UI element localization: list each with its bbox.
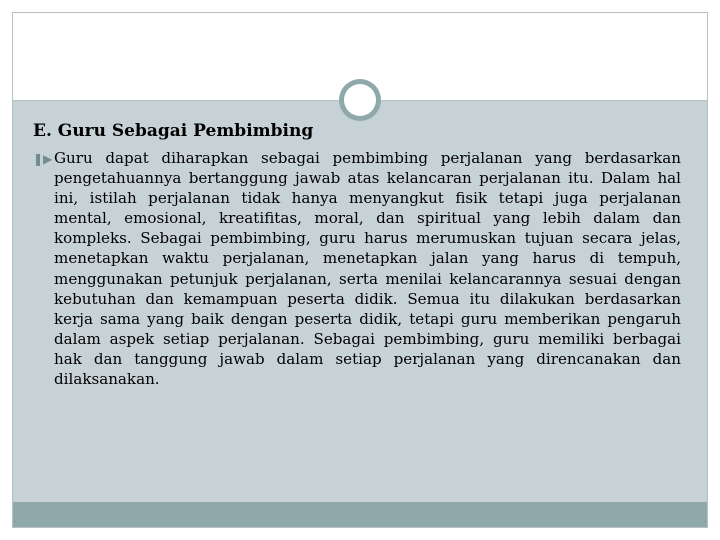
bullet-paragraph: Guru dapat diharapkan sebagai pembimbing perjalanan yang berdasarkan pengetahuannya bertanggung jawab atas kelancaran perjalanan itu. Dalam hal ini, istilah perjalanan tidak hanya menyangkut fisik tetapi juga perjalanan mental, emosional, kreatifitas, moral, dan spiritual yang lebih dalam dan kompleks. Sebagai pembimbing, guru harus merumuskan tujuan secara jelas, menetapkan waktu perjalanan, menetapkan jalan yang harus di tempuh, menggunakan petunjuk perjalanan, serta menilai kelancarannya sesuai dengan kebutuhan dan kemampuan peserta didik. Semua itu dilakukan berdasarkan kerja sama yang baik dengan peserta didik, tetapi guru memberikan pengaruh dalam aspek setiap perjalanan. Sebagai pembimbing, guru memiliki berbagai hak dan tanggung jawab dalam setiap perjalanan yang direncanakan dan dilaksanakan. <box>54 149 681 389</box>
bottom-accent-bar <box>13 502 707 527</box>
decorative-ring-icon <box>339 79 381 121</box>
ring-center <box>344 84 376 116</box>
section-heading: E. Guru Sebagai Pembimbing <box>33 121 314 141</box>
bullet-arrow-icon: ❚▶ <box>33 152 53 166</box>
